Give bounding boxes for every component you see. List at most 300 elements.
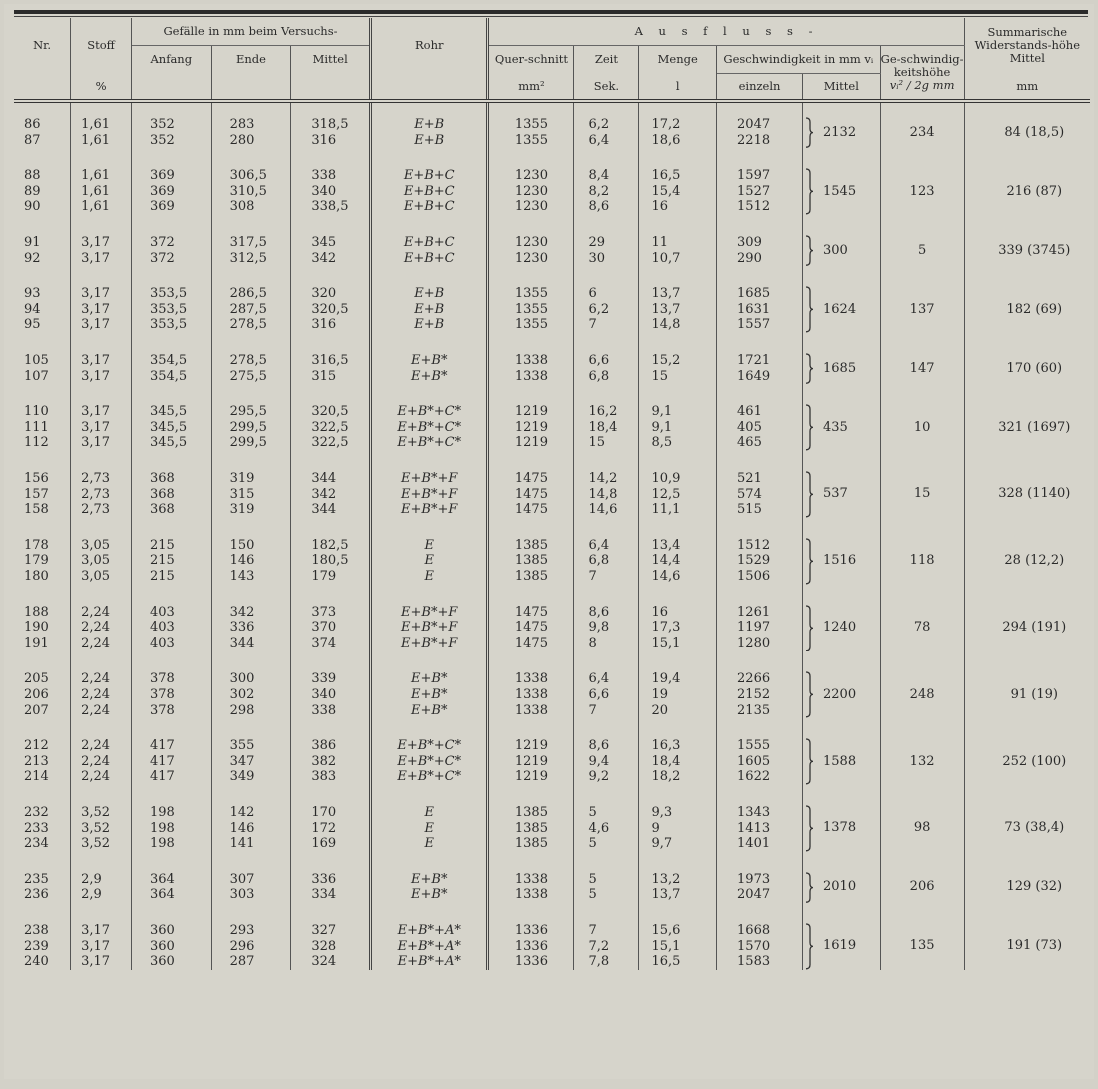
- ende-value: 287: [229, 954, 255, 970]
- zeit-value: 8,6: [588, 604, 610, 620]
- cell-anfang: [131, 333, 211, 384]
- mittel-value: 320: [311, 286, 337, 302]
- cell-stoff: [71, 333, 132, 384]
- zeit-value: 8,6: [588, 199, 610, 215]
- zeit-value: 8,2: [588, 183, 610, 199]
- cell-mittel: [291, 384, 371, 451]
- rohr-value: E+B+C: [403, 199, 455, 215]
- einzeln-value: 521: [737, 470, 762, 486]
- anfang-value: 369: [149, 199, 175, 215]
- anfang-value: 354,5: [149, 368, 188, 384]
- anfang-value: 215: [149, 553, 175, 569]
- col-geschw-mittel: Mittel: [803, 74, 881, 102]
- mittel-value: 327: [311, 922, 337, 938]
- cell-quer: [488, 451, 574, 518]
- quer-value: 1355: [514, 286, 548, 302]
- anfang-value: 417: [149, 769, 175, 785]
- geschw-mittel-wrap: [803, 538, 880, 585]
- hoehe-value: 234: [909, 124, 935, 140]
- brace-icon: [803, 738, 815, 785]
- quer-value: 1336: [514, 954, 548, 970]
- mittel-value: 316,5: [311, 352, 349, 368]
- cell-hoehe: [880, 215, 964, 266]
- rohr-value: E+B*: [411, 352, 448, 368]
- geschw-mittel-wrap: [803, 353, 880, 384]
- ende-value: 293: [229, 922, 255, 938]
- einzeln-value: 2152: [737, 686, 771, 702]
- stoff-value: 2,24: [81, 686, 111, 702]
- anfang-value: 353,5: [149, 301, 188, 317]
- rohr-value: E: [424, 836, 434, 852]
- cell-rohr: [371, 718, 488, 785]
- unit-zeit: Sek.: [574, 74, 639, 102]
- zeit-value: 7: [588, 922, 597, 938]
- menge-value: 14,8: [651, 317, 681, 333]
- nr-value: 90: [24, 199, 41, 215]
- ende-value: 312,5: [229, 250, 267, 266]
- cell-menge: [639, 903, 717, 970]
- geschw-mittel-wrap: [803, 168, 880, 215]
- geschw-mittel-wrap: [803, 805, 880, 852]
- einzeln-value: 1512: [737, 199, 771, 215]
- ende-value: 278,5: [229, 317, 267, 333]
- brace-icon: [803, 168, 815, 215]
- cell-einzeln: [717, 101, 803, 148]
- quer-value: 1385: [514, 537, 548, 553]
- cell-mittel: [291, 903, 371, 970]
- col-summ: Summarische Widerstands-höhe Mittel: [974, 25, 1080, 66]
- geschw-mittel-wrap: [803, 117, 880, 148]
- cell-anfang: [131, 585, 211, 652]
- cell-rohr: [371, 101, 488, 148]
- quer-value: 1219: [514, 435, 548, 451]
- zeit-value: 8: [588, 635, 597, 651]
- hoehe-value: 10: [913, 419, 931, 435]
- stoff-value: 2,73: [81, 470, 111, 486]
- nr-value: 87: [24, 132, 41, 148]
- cell-summ: [964, 215, 1090, 266]
- rohr-value: E+B*+F: [401, 635, 458, 651]
- col-geschwhoehe: [880, 46, 964, 102]
- summ-value: 129 (32): [1006, 879, 1063, 895]
- stoff-value: 3,17: [81, 234, 111, 250]
- geschw-mittel-wrap: [803, 872, 880, 903]
- cell-geschw-mittel: [803, 148, 881, 215]
- rohr-value: E+B: [414, 117, 445, 132]
- geschw-mittel-wrap: [803, 923, 880, 970]
- col-group-gefaelle: Gefälle in mm beim Versuchs-: [131, 18, 370, 46]
- brace-icon: [803, 471, 815, 518]
- cell-rohr: [371, 518, 488, 585]
- cell-nr: [14, 785, 71, 852]
- unit-rohr: [371, 74, 488, 102]
- menge-value: 20: [651, 702, 668, 718]
- menge-value: 15,1: [651, 635, 681, 651]
- col-menge: Menge: [639, 46, 717, 74]
- cell-zeit: [574, 384, 639, 451]
- nr-value: 107: [24, 368, 49, 384]
- cell-nr: [14, 333, 71, 384]
- stoff-value: 2,24: [81, 769, 111, 785]
- cell-summ: [964, 266, 1090, 333]
- rohr-value: E+B: [414, 286, 445, 302]
- cell-menge: [639, 266, 717, 333]
- cell-anfang: [131, 384, 211, 451]
- cell-geschw-mittel: [803, 518, 881, 585]
- cell-nr: [14, 215, 71, 266]
- anfang-value: 368: [149, 486, 175, 502]
- stoff-value: 3,05: [81, 568, 111, 584]
- stoff-value: 3,17: [81, 286, 111, 302]
- cell-ende: [211, 148, 291, 215]
- cell-quer: [488, 333, 574, 384]
- rohr-value: E+B+C: [403, 234, 455, 250]
- col-rohr: Rohr: [371, 18, 488, 74]
- ende-value: 296: [229, 938, 255, 954]
- cell-zeit: [574, 651, 639, 718]
- menge-value: 13,7: [651, 887, 681, 903]
- einzeln-value: 1555: [737, 738, 771, 754]
- cell-geschw-mittel: [803, 651, 881, 718]
- menge-value: 9: [651, 820, 660, 836]
- stoff-value: 3,17: [81, 404, 111, 420]
- stoff-value: 3,17: [81, 419, 111, 435]
- rohr-value: E+B*+F: [401, 502, 458, 518]
- quer-value: 1385: [514, 836, 548, 852]
- einzeln-value: 1527: [737, 183, 771, 199]
- brace-icon: [803, 235, 815, 266]
- cell-summ: [964, 651, 1090, 718]
- ende-value: 306,5: [229, 168, 267, 184]
- quer-value: 1355: [514, 117, 548, 132]
- zeit-value: 5: [588, 836, 597, 852]
- rohr-value: E+B*+F: [401, 486, 458, 502]
- zeit-value: 5: [588, 804, 597, 820]
- stoff-value: 2,9: [81, 871, 102, 887]
- stoff-value: 3,17: [81, 954, 111, 970]
- anfang-value: 403: [149, 635, 175, 651]
- ende-value: 300: [229, 671, 255, 687]
- cell-einzeln: [717, 903, 803, 970]
- nr-value: 158: [24, 502, 49, 518]
- einzeln-value: 1197: [737, 620, 771, 636]
- menge-value: 12,5: [651, 486, 681, 502]
- cell-nr: [14, 651, 71, 718]
- cell-hoehe: [880, 266, 964, 333]
- geschw-mittel-wrap: [803, 404, 880, 451]
- mittel-value: 182,5: [311, 537, 349, 553]
- einzeln-value: 2047: [737, 887, 771, 903]
- cell-mittel: [291, 718, 371, 785]
- mittel-value: 386: [311, 738, 337, 754]
- brace-path: [806, 287, 813, 332]
- mittel-value: 374: [311, 635, 337, 651]
- geschw-mittel-value: 1624: [823, 301, 857, 317]
- anfang-value: 372: [149, 250, 175, 266]
- nr-value: 88: [24, 168, 41, 184]
- brace-icon: [803, 286, 815, 333]
- quer-value: 1230: [514, 199, 548, 215]
- zeit-value: 8,6: [588, 738, 610, 754]
- cell-rohr: [371, 148, 488, 215]
- hoehe-value: 147: [909, 360, 935, 376]
- cell-stoff: [71, 384, 132, 451]
- cell-geschw-mittel: [803, 101, 881, 148]
- einzeln-value: 2266: [737, 671, 771, 687]
- cell-anfang: [131, 148, 211, 215]
- cell-menge: [639, 451, 717, 518]
- cell-menge: [639, 718, 717, 785]
- cell-zeit: [574, 333, 639, 384]
- cell-quer: [488, 785, 574, 852]
- einzeln-value: 2218: [737, 132, 771, 148]
- menge-value: 13,2: [651, 871, 681, 887]
- cell-rohr: [371, 215, 488, 266]
- menge-value: 16: [651, 604, 668, 620]
- anfang-value: 369: [149, 183, 175, 199]
- rohr-value: E: [424, 820, 434, 836]
- zeit-value: 30: [588, 250, 605, 266]
- cell-menge: [639, 333, 717, 384]
- anfang-value: 345,5: [149, 419, 188, 435]
- cell-menge: [639, 585, 717, 652]
- hoehe-value: 206: [909, 879, 935, 895]
- stoff-value: 1,61: [81, 183, 111, 199]
- cell-mittel: [291, 266, 371, 333]
- zeit-value: 6,8: [588, 368, 610, 384]
- cell-ende: [211, 903, 291, 970]
- unit-menge: l: [639, 74, 717, 102]
- stoff-value: 3,17: [81, 301, 111, 317]
- cell-ende: [211, 451, 291, 518]
- einzeln-value: 1413: [737, 820, 771, 836]
- cell-nr: [14, 903, 71, 970]
- summ-value: 328 (1140): [998, 486, 1071, 502]
- cell-nr: [14, 852, 71, 903]
- brace-path: [806, 672, 813, 717]
- col-group-geschw: Geschwindigkeit in mm vᵢ: [717, 46, 881, 74]
- cell-anfang: [131, 215, 211, 266]
- quer-value: 1230: [514, 168, 548, 184]
- cell-ende: [211, 651, 291, 718]
- ende-value: 295,5: [229, 404, 267, 420]
- cell-geschw-mittel: [803, 384, 881, 451]
- quer-value: 1475: [514, 486, 548, 502]
- cell-einzeln: [717, 451, 803, 518]
- menge-value: 15,4: [651, 183, 681, 199]
- rohr-value: E+B: [414, 132, 445, 148]
- brace-path: [806, 236, 813, 265]
- row-group: [14, 518, 1090, 585]
- mittel-value: 334: [311, 887, 337, 903]
- mittel-value: 340: [311, 686, 337, 702]
- menge-value: 17,3: [651, 620, 681, 636]
- anfang-value: 345,5: [149, 404, 188, 420]
- geschw-mittel-value: 1619: [823, 938, 857, 954]
- nr-value: 234: [24, 836, 49, 852]
- zeit-value: 6,4: [588, 671, 610, 687]
- brace-icon: [803, 805, 815, 852]
- cell-mittel: [291, 785, 371, 852]
- cell-zeit: [574, 266, 639, 333]
- cell-menge: [639, 651, 717, 718]
- cell-ende: [211, 718, 291, 785]
- geschwhoehe-label: Ge-schwindig-keitshöhe: [880, 52, 964, 79]
- row-group: [14, 785, 1090, 852]
- stoff-value: 3,17: [81, 317, 111, 333]
- zeit-value: 7: [588, 702, 597, 718]
- mittel-value: 336: [311, 871, 337, 887]
- cell-zeit: [574, 215, 639, 266]
- mittel-value: 373: [311, 604, 337, 620]
- cell-geschw-mittel: [803, 718, 881, 785]
- cell-zeit: [574, 718, 639, 785]
- ende-value: 299,5: [229, 419, 267, 435]
- mittel-value: 342: [311, 250, 337, 266]
- anfang-value: 368: [149, 470, 175, 486]
- cell-zeit: [574, 101, 639, 148]
- row-group: [14, 852, 1090, 903]
- ende-value: 141: [229, 836, 255, 852]
- stoff-value: 3,52: [81, 836, 111, 852]
- unit-ende: [211, 74, 291, 102]
- cell-einzeln: [717, 518, 803, 585]
- cell-anfang: [131, 785, 211, 852]
- einzeln-value: 515: [737, 502, 762, 518]
- anfang-value: 403: [149, 604, 175, 620]
- cell-ende: [211, 333, 291, 384]
- quer-value: 1219: [514, 738, 548, 754]
- geschw-mittel-wrap: [803, 235, 880, 266]
- cell-mittel: [291, 852, 371, 903]
- menge-value: 15,6: [651, 922, 681, 938]
- einzeln-value: 574: [737, 486, 762, 502]
- cell-ende: [211, 852, 291, 903]
- anfang-value: 364: [149, 871, 175, 887]
- ende-value: 344: [229, 635, 255, 651]
- cell-ende: [211, 101, 291, 148]
- anfang-value: 198: [149, 836, 175, 852]
- hoehe-value: 118: [909, 553, 935, 569]
- nr-value: 105: [24, 352, 49, 368]
- hoehe-value: 132: [909, 753, 935, 769]
- mittel-value: 322,5: [311, 435, 349, 451]
- mittel-value: 315: [311, 368, 337, 384]
- geschw-mittel-value: 300: [823, 242, 848, 258]
- ende-value: 308: [229, 199, 255, 215]
- cell-geschw-mittel: [803, 785, 881, 852]
- brace-icon: [803, 872, 815, 903]
- zeit-value: 6,6: [588, 686, 610, 702]
- zeit-value: 7,8: [588, 954, 610, 970]
- nr-value: 238: [24, 922, 49, 938]
- rohr-value: E+B*+C*: [397, 435, 462, 451]
- anfang-value: 352: [149, 132, 175, 148]
- cell-hoehe: [880, 384, 964, 451]
- nr-value: 239: [24, 938, 49, 954]
- stoff-value: 3,05: [81, 537, 111, 553]
- brace-path: [806, 873, 813, 902]
- row-group: [14, 585, 1090, 652]
- col-querschnitt: Quer-schnitt: [488, 46, 574, 74]
- col-nr: Nr.: [14, 18, 71, 74]
- hoehe-value: 135: [909, 938, 935, 954]
- nr-value: 157: [24, 486, 49, 502]
- ende-value: 303: [229, 887, 255, 903]
- quer-value: 1355: [514, 301, 548, 317]
- cell-hoehe: [880, 585, 964, 652]
- cell-anfang: [131, 518, 211, 585]
- summ-value: 216 (87): [1006, 183, 1063, 199]
- ende-value: 150: [229, 537, 255, 553]
- summ-value: 182 (69): [1006, 301, 1063, 317]
- ende-value: 349: [229, 769, 255, 785]
- anfang-value: 198: [149, 804, 175, 820]
- zeit-value: 6,6: [588, 352, 610, 368]
- stoff-value: 2,24: [81, 620, 111, 636]
- geschw-mittel-value: 2010: [823, 879, 857, 895]
- cell-einzeln: [717, 785, 803, 852]
- cell-summ: [964, 384, 1090, 451]
- cell-nr: [14, 384, 71, 451]
- einzeln-value: 1261: [737, 604, 771, 620]
- unit-stoff: %: [71, 74, 132, 102]
- nr-value: 191: [24, 635, 49, 651]
- cell-quer: [488, 148, 574, 215]
- brace-path: [806, 606, 813, 651]
- hoehe-value: 248: [909, 686, 935, 702]
- cell-hoehe: [880, 333, 964, 384]
- table-header: [14, 18, 1090, 101]
- stoff-value: 3,52: [81, 804, 111, 820]
- nr-value: 110: [24, 404, 49, 420]
- top-rule-thin: [14, 16, 1088, 17]
- geschw-mittel-wrap: [803, 605, 880, 652]
- mittel-value: 316: [311, 132, 337, 148]
- brace-path: [806, 806, 813, 851]
- menge-value: 8,5: [651, 435, 673, 451]
- summ-value: 84 (18,5): [1004, 124, 1065, 140]
- cell-hoehe: [880, 651, 964, 718]
- cell-rohr: [371, 333, 488, 384]
- summ-value: 91 (19): [1010, 686, 1058, 702]
- rohr-value: E+B*: [411, 871, 448, 887]
- page: [4, 4, 1094, 1079]
- cell-anfang: [131, 101, 211, 148]
- anfang-value: 417: [149, 753, 175, 769]
- anfang-value: 378: [149, 702, 175, 718]
- cell-mittel: [291, 215, 371, 266]
- ende-value: 347: [229, 753, 255, 769]
- cell-stoff: [71, 451, 132, 518]
- cell-rohr: [371, 651, 488, 718]
- cell-ende: [211, 266, 291, 333]
- ende-value: 336: [229, 620, 255, 636]
- cell-quer: [488, 852, 574, 903]
- cell-rohr: [371, 266, 488, 333]
- cell-summ: [964, 903, 1090, 970]
- cell-geschw-mittel: [803, 266, 881, 333]
- cell-stoff: [71, 266, 132, 333]
- menge-value: 15,1: [651, 938, 681, 954]
- zeit-value: 7: [588, 568, 597, 584]
- cell-hoehe: [880, 518, 964, 585]
- cell-menge: [639, 215, 717, 266]
- menge-value: 19: [651, 686, 668, 702]
- nr-value: 156: [24, 470, 49, 486]
- zeit-value: 6: [588, 286, 597, 302]
- menge-value: 14,6: [651, 568, 681, 584]
